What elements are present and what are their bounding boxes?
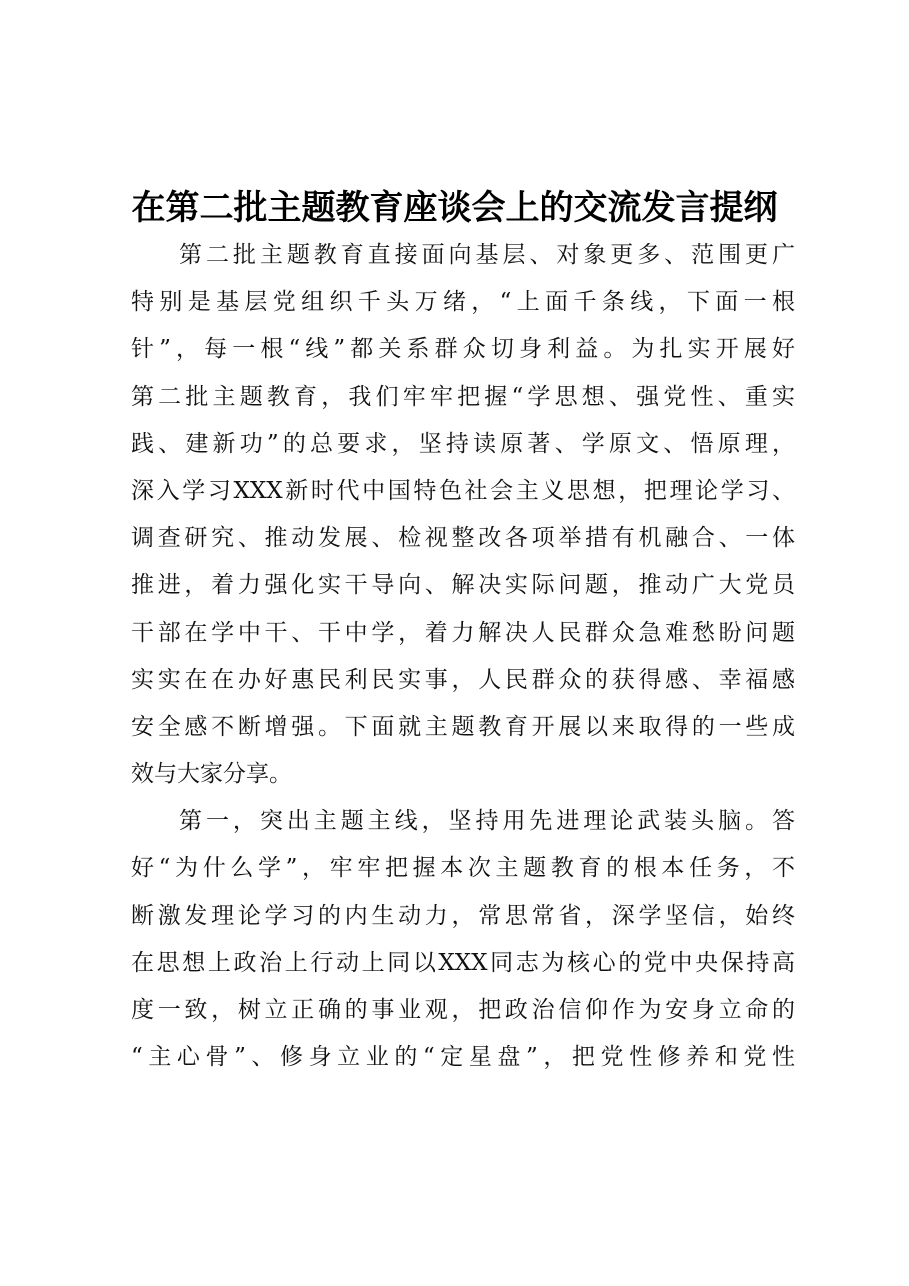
paragraph-1-line-1: 第二批主题教育直接面向基层、对象更多、范围更广 xyxy=(179,242,795,268)
paragraph-1-line-6: 深入学习XXX新时代中国特色社会主义思想，把理论学习、 xyxy=(131,477,795,504)
paragraph-1-line-10: 实实在在办好惠民利民实事，人民群众的获得感、幸福感 xyxy=(131,666,795,693)
paragraph-2-line-3: 断激发理论学习的内生动力，常思常省，深学坚信，始终 xyxy=(131,902,795,929)
document-body xyxy=(131,232,795,1081)
paragraph-1-line-12: 效与大家分享。 xyxy=(131,761,292,788)
paragraph-1-line-3: 针”，每一根“线”都关系群众切身利益。为扎实开展好 xyxy=(131,336,795,363)
paragraph-2-line-4: 在思想上政治上行动上同以XXX同志为核心的党中央保持高 xyxy=(131,949,795,976)
paragraph-1-line-2: 特别是基层党组织千头万绪，“上面千条线，下面一根 xyxy=(131,289,795,316)
paragraph-2-line-6: “主心骨”、修身立业的“定星盘”，把党性修养和党性 xyxy=(131,1044,795,1071)
paragraph-1-line-8: 推进，着力强化实干导向、解决实际问题，推动广大党员 xyxy=(131,572,795,599)
paragraph-2-line-2: 好“为什么学”，牢牢把握本次主题教育的根本任务，不 xyxy=(131,855,795,882)
paragraph-1-line-5: 践、建新功”的总要求，坚持读原著、学原文、悟原理， xyxy=(131,430,795,457)
paragraph-1-line-11: 安全感不断增强。下面就主题教育开展以来取得的一些成 xyxy=(131,713,795,740)
paragraph-1-line-7: 调查研究、推动发展、检视整改各项举措有机融合、一体 xyxy=(131,525,795,552)
document-title: 在第二批主题教育座谈会上的交流发言提纲 xyxy=(131,188,778,228)
paragraph-1-line-9: 干部在学中干、干中学，着力解决人民群众急难愁盼问题 xyxy=(131,619,795,646)
paragraph-1-line-4: 第二批主题教育，我们牢牢把握“学思想、强党性、重实 xyxy=(131,383,795,410)
paragraph-2-line-5: 度一致，树立正确的事业观，把政治信仰作为安身立命的 xyxy=(131,997,795,1023)
paragraph-2-line-1: 第一，突出主题主线，坚持用先进理论武装头脑。答 xyxy=(179,808,795,835)
